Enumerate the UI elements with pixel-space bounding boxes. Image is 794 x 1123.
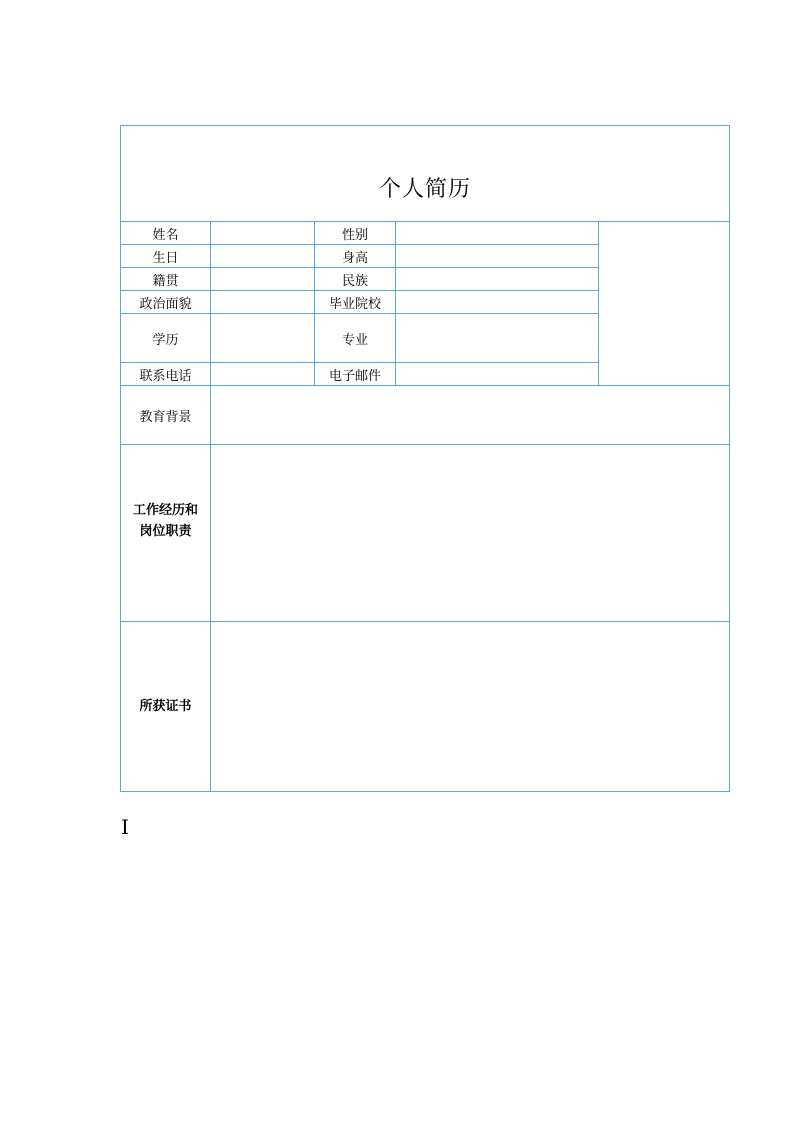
major-value-cell[interactable]	[396, 314, 599, 363]
email-label: 电子邮件	[315, 363, 396, 386]
resume-table	[120, 125, 730, 792]
height-value-cell[interactable]	[396, 245, 599, 268]
text-cursor: I	[121, 815, 129, 839]
education-background-cell[interactable]	[211, 386, 730, 445]
phone-label: 联系电话	[121, 363, 211, 386]
political-status-label: 政治面貌	[121, 291, 211, 314]
ethnicity-label: 民族	[315, 268, 396, 291]
school-label: 毕业院校	[315, 291, 396, 314]
gender-value-cell[interactable]	[396, 222, 599, 245]
certificates-label: 所获证书	[121, 622, 211, 792]
email-value-cell[interactable]	[396, 363, 599, 386]
birthday-label: 生日	[121, 245, 211, 268]
resume-title: 个人简历	[379, 177, 472, 202]
ethnicity-value-cell[interactable]	[396, 268, 599, 291]
height-label: 身高	[315, 245, 396, 268]
phone-value-cell[interactable]	[211, 363, 315, 386]
photo-cell[interactable]	[599, 222, 730, 386]
title-cell[interactable]	[121, 126, 730, 222]
work-experience-cell[interactable]	[211, 445, 730, 622]
work-experience-label-line2: 岗位职责	[139, 524, 192, 539]
education-label: 学历	[121, 314, 211, 363]
work-experience-label	[121, 445, 211, 622]
political-status-value-cell[interactable]	[211, 291, 315, 314]
major-label: 专业	[315, 314, 396, 363]
certificates-cell[interactable]	[211, 622, 730, 792]
education-background-label: 教育背景	[121, 386, 211, 445]
native-place-value-cell[interactable]	[211, 268, 315, 291]
gender-label: 性别	[315, 222, 396, 245]
native-place-label: 籍贯	[121, 268, 211, 291]
school-value-cell[interactable]	[396, 291, 599, 314]
birthday-value-cell[interactable]	[211, 245, 315, 268]
education-value-cell[interactable]	[211, 314, 315, 363]
name-value-cell[interactable]	[211, 222, 315, 245]
work-experience-label-line1: 工作经历和	[132, 503, 198, 518]
name-label: 姓名	[121, 222, 211, 245]
